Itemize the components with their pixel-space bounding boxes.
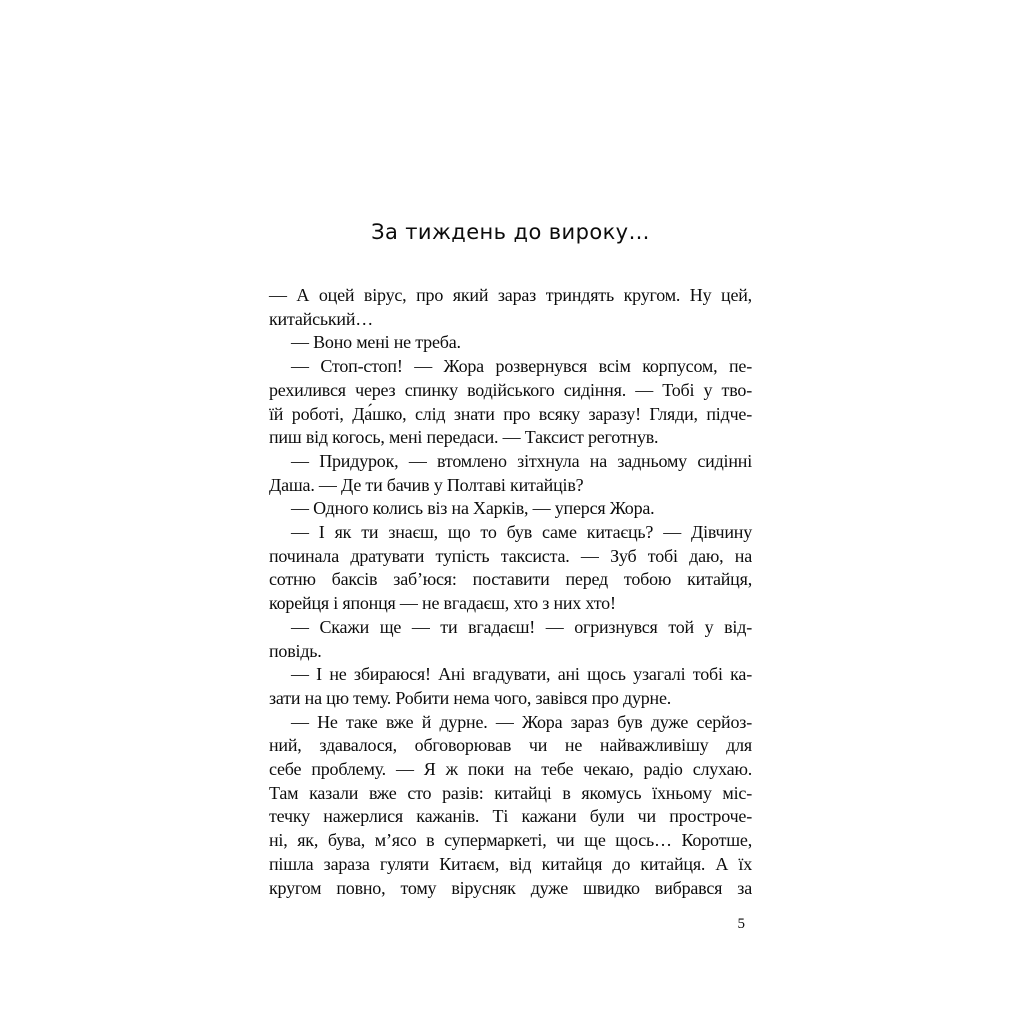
paragraph <box>269 663 752 710</box>
text-line: — Воно мені не треба. <box>291 332 461 353</box>
text-line: пиш від когось, мені передаси. — Таксист реготнув. <box>269 427 659 448</box>
text-line: — Придурок, — втомлено зітхнула на задньому сидінні <box>291 450 752 471</box>
text-line: — І як ти знаєш, що то був саме китаєць? — Дівчину <box>291 522 752 543</box>
text-line: починала дратувати тупість таксиста. — Зуб тобі даю, на <box>269 545 752 566</box>
paragraph <box>269 711 752 901</box>
text-line: сотню баксів заб’юся: поставити перед тобою китайця, <box>269 569 752 590</box>
paragraph <box>269 521 752 616</box>
text-line: ний, здавалося, обговорював чи не найважливішу для <box>269 735 752 756</box>
text-line: — Скажи ще — ти вгадаєш! — огризнувся той у від- <box>291 616 752 637</box>
text-line: кругом повно, тому вірусняк дуже швидко вибрався за <box>269 877 752 898</box>
text-line: ні, як, бува, м’ясо в супермаркеті, чи ще щось… Коротше, <box>269 830 752 851</box>
text-line: Там казали вже сто разів: китайці в якомусь їхньому міс- <box>269 782 752 803</box>
paragraph <box>269 616 752 663</box>
text-line: пішла зараза гуляти Китаєм, від китайця до китайця. А їх <box>269 853 752 874</box>
paragraph <box>269 497 752 521</box>
text-line: — Стоп-стоп! — Жора розвернувся всім корпусом, пе- <box>291 356 752 377</box>
paragraph <box>269 355 752 450</box>
paragraph <box>269 450 752 497</box>
body-text-block <box>269 284 752 900</box>
paragraph <box>269 331 752 355</box>
text-line: — А оцей вірус, про який зараз триндять кругом. Ну цей, <box>269 285 752 305</box>
page-number: 5 <box>737 916 745 932</box>
text-line: течку нажерлися кажанів. Ті кажани були чи простроче- <box>269 806 752 827</box>
text-line: їй роботі, Да́шко, слід знати про всяку заразу! Гляди, підче- <box>269 403 752 424</box>
text-line: — Одного колись віз на Харків, — уперся Жора. <box>291 498 655 519</box>
chapter-title: За тиждень до вироку… <box>371 220 650 244</box>
text-line: зати на цю тему. Робити нема чого, завівся про дурне. <box>269 687 672 708</box>
text-line: — І не збираюся! Ані вгадувати, ані щось узагалі тобі ка- <box>291 664 752 685</box>
text-line: китайський… <box>269 308 374 329</box>
text-line: повідь. <box>269 640 322 661</box>
text-line: рехилився через спинку водійського сидіння. — Тобі у тво- <box>269 379 752 400</box>
text-line: — Не таке вже й дурне. — Жора зараз був дуже серйоз- <box>291 711 752 732</box>
paragraph <box>269 284 752 331</box>
text-line: себе проблему. — Я ж поки на тебе чекаю, радіо слухаю. <box>269 759 752 780</box>
text-line: корейця і японця — не вгадаєш, хто з них хто! <box>269 593 616 614</box>
text-line: Даша. — Де ти бачив у Полтаві китайців? <box>269 474 584 495</box>
